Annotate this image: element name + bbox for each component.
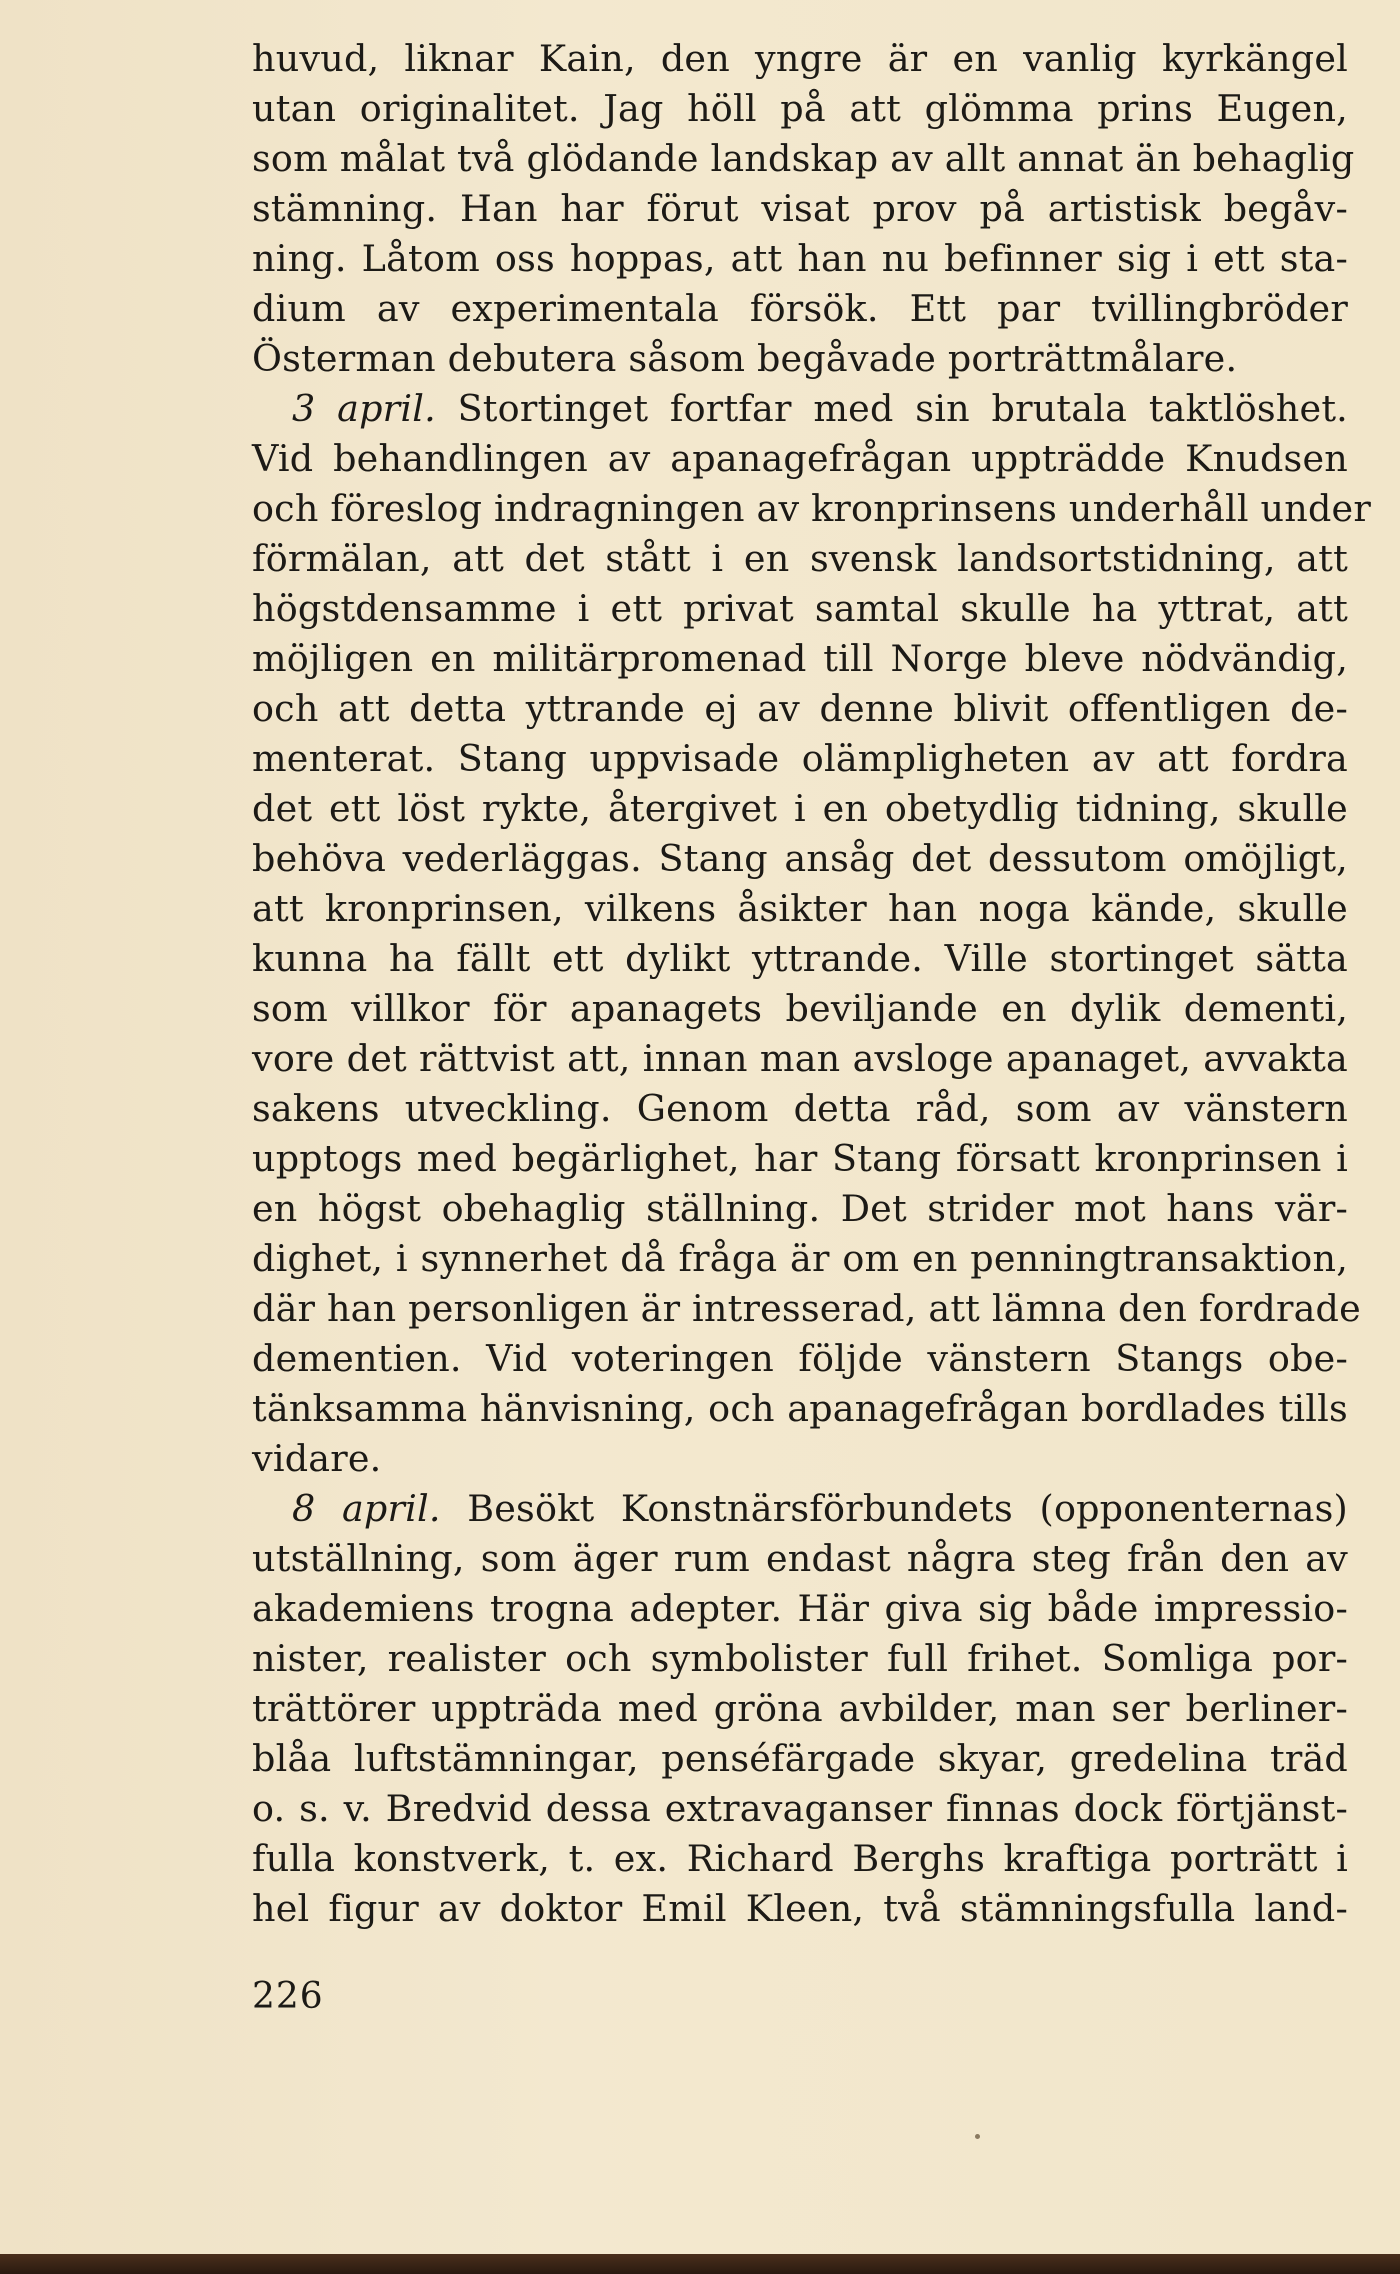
line-text: menterat. Stang uppvisade olämpligheten av att fordra [252,737,1348,780]
text-line [252,1534,1348,1584]
line-text: högstdensamme i ett privat samtal skulle ha yttrat, att [252,587,1348,630]
text-line [252,584,1348,634]
text-line [252,1234,1348,1284]
line-text: som målat två glödande landskap av allt annat än behaglig [252,137,1355,180]
line-text: tänksamma hänvisning, och apanagefrågan bordlades tills [252,1387,1348,1430]
text-line [252,184,1348,234]
line-text: Besökt Konstnärsförbundets (opponenternas) [440,1487,1348,1530]
line-text: trättörer uppträda med gröna avbilder, man ser berliner- [252,1687,1348,1730]
text-line [252,84,1348,134]
line-text: o. s. v. Bredvid dessa extravaganser finnas dock förtjänst- [252,1787,1348,1830]
line-text: sakens utveckling. Genom detta råd, som av vänstern [252,1087,1348,1130]
line-text: det ett löst rykte, återgivet i en obetydlig tidning, skulle [252,787,1348,830]
line-text: ning. Låtom oss hoppas, att han nu befinner sig i ett sta- [252,237,1348,280]
page-number: 226 [252,1976,324,2017]
text-line [252,434,1348,484]
line-text: huvud, liknar Kain, den yngre är en vanlig kyrkängel [252,37,1348,80]
line-text: utan originalitet. Jag höll på att glömma prins Eugen, [252,87,1348,130]
line-text: nister, realister och symbolister full frihet. Somliga por- [252,1637,1348,1680]
line-text: att kronprinsen, vilkens åsikter han noga kände, skulle [252,887,1348,930]
text-line [252,784,1348,834]
line-text: vore det rättvist att, innan man avsloge apanaget, avvakta [252,1037,1348,1080]
line-text: och att detta yttrande ej av denne blivit offentligen de- [252,687,1348,730]
entry-date: 8 april. [292,1487,441,1530]
line-text: Stortinget fortfar med sin brutala taktlöshet. [435,387,1348,430]
line-text: dighet, i synnerhet då fråga är om en penningtransaktion, [252,1237,1348,1280]
text-line [252,334,1348,384]
line-text: möjligen en militärpromenad till Norge bleve nödvändig, [252,637,1348,680]
line-text: där han personligen är intresserad, att lämna den fordrade [252,1287,1361,1330]
text-line [252,984,1348,1034]
text-line [252,1884,1348,1934]
line-text: fulla konstverk, t. ex. Richard Berghs kraftiga porträtt i [252,1837,1348,1880]
entry-date: 3 april. [292,387,436,430]
text-line [252,234,1348,284]
text-line [252,1634,1348,1684]
line-text: dementien. Vid voteringen följde vänstern Stangs obe- [252,1337,1348,1380]
text-line [252,734,1348,784]
text-line [252,484,1371,534]
text-line [252,1134,1348,1184]
text-line [252,934,1348,984]
text-line [252,1484,1348,1534]
line-text: som villkor för apanagets beviljande en dylik dementi, [252,987,1348,1030]
line-text: upptogs med begärlighet, har Stang försatt kronprinsen i [252,1137,1348,1180]
line-text: och föreslog indragningen av kronprinsens underhåll under [252,487,1371,530]
text-line [252,1584,1348,1634]
text-line [252,384,1348,434]
text-line [252,284,1348,334]
text-line [252,1684,1348,1734]
line-text: Österman debutera såsom begåvade porträttmålare. [252,337,1238,380]
paper-speck [975,2134,980,2139]
line-text: dium av experimentala försök. Ett par tvillingbröder [252,287,1348,330]
line-text: vidare. [252,1437,382,1480]
text-line [252,1334,1348,1384]
text-line [252,1784,1348,1834]
text-line [252,1834,1348,1884]
text-line [252,684,1348,734]
text-line [252,1034,1348,1084]
text-line [252,534,1348,584]
text-line [252,884,1348,934]
line-text: förmälan, att det stått i en svensk landsortstidning, att [252,537,1348,580]
text-line [252,1084,1348,1134]
text-line [252,1184,1348,1234]
text-line [252,834,1348,884]
line-text: utställning, som äger rum endast några steg från den av [252,1537,1348,1580]
text-line [252,1434,1348,1484]
text-line [252,1384,1348,1434]
body-text [252,34,1371,1934]
text-line [252,1734,1348,1784]
line-text: blåa luftstämningar, penséfärgade skyar, gredelina träd [252,1737,1348,1780]
line-text: hel figur av doktor Emil Kleen, två stämningsfulla land- [252,1887,1348,1930]
line-text: akademiens trogna adepter. Här giva sig både impressio- [252,1587,1348,1630]
text-line [252,1284,1361,1334]
line-text: en högst obehaglig ställning. Det strider mot hans vär- [252,1187,1348,1230]
text-line [252,34,1348,84]
page-bottom-edge [0,2254,1400,2274]
line-text: stämning. Han har förut visat prov på artistisk begåv- [252,187,1348,230]
line-text: Vid behandlingen av apanagefrågan uppträdde Knudsen [252,437,1348,480]
line-text: kunna ha fällt ett dylikt yttrande. Ville stortinget sätta [252,937,1348,980]
line-text: behöva vederläggas. Stang ansåg det dessutom omöjligt, [252,837,1348,880]
text-line [252,634,1348,684]
text-line [252,134,1355,184]
